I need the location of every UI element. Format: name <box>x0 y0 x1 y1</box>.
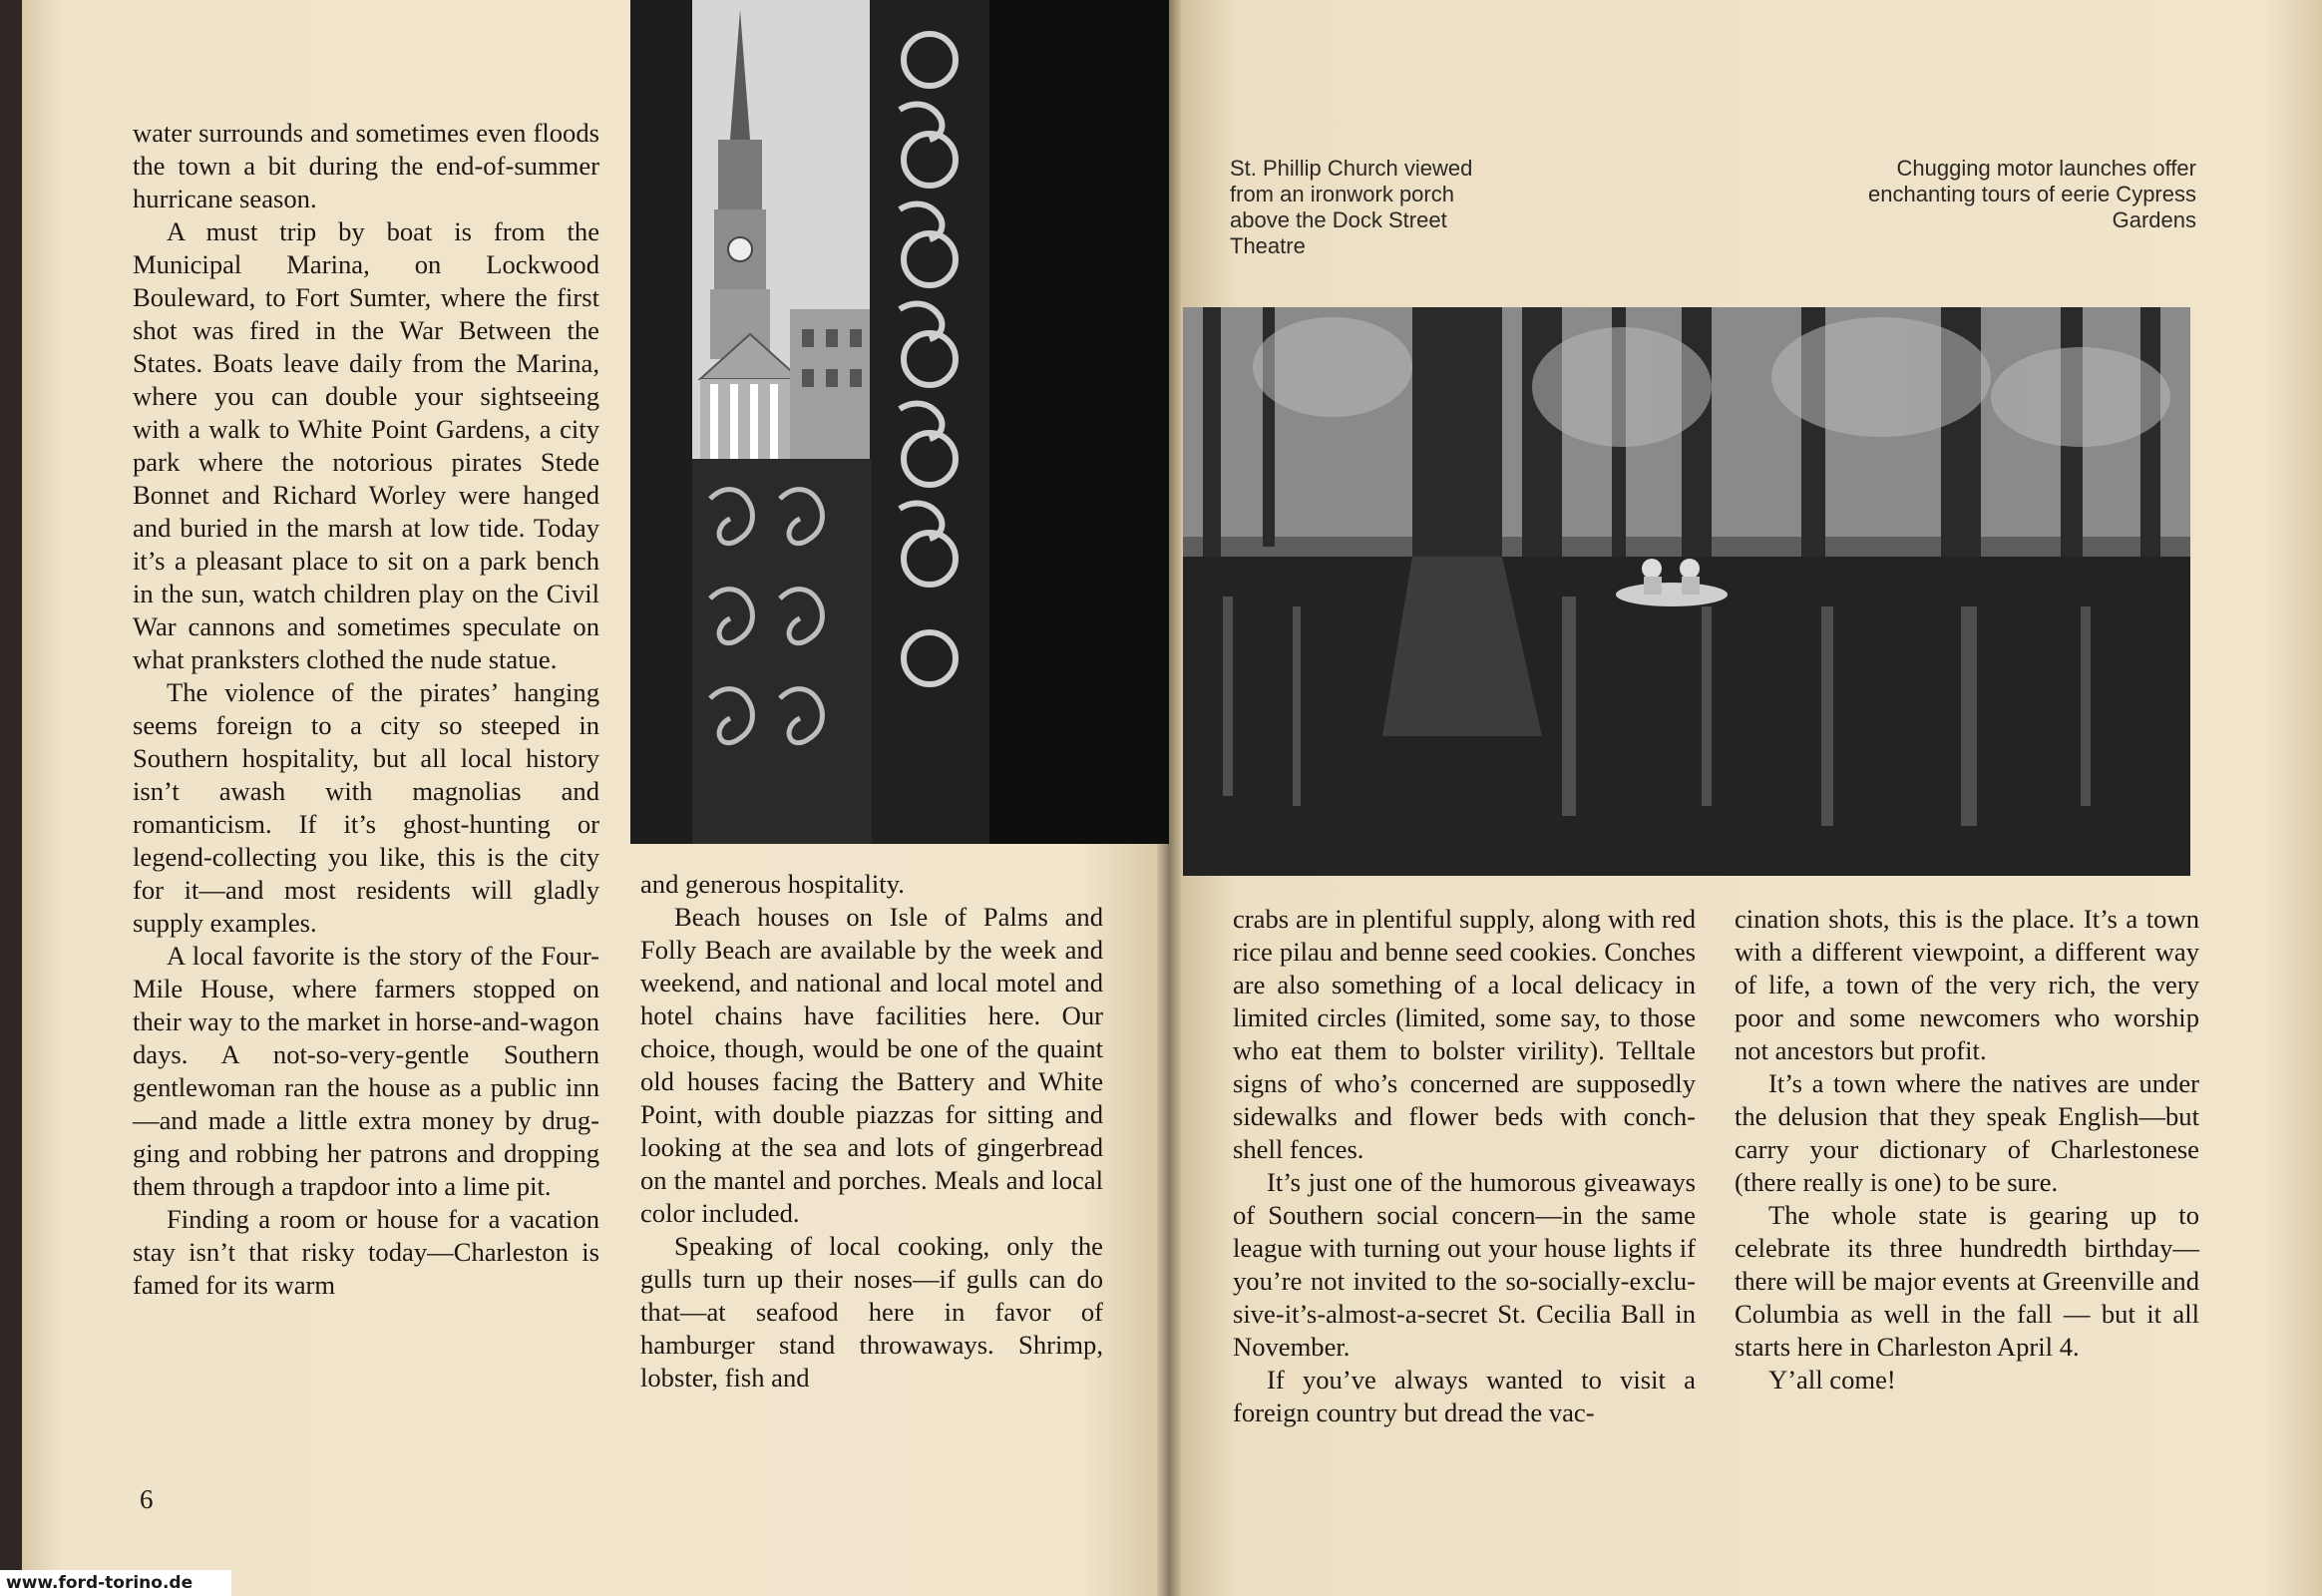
paragraph: If you’ve always wanted to visit a foreign country but dread the vac- <box>1233 1365 1696 1427</box>
paragraph: water surrounds and sometimes even floods the town a bit during the end-of-summer hurricane season. <box>133 118 599 213</box>
paragraph: and generous hospitality. <box>640 869 905 899</box>
cypress-swamp-illustration <box>1183 307 2190 876</box>
paragraph: crabs are in plentiful supply, along with red rice pilau and benne seed cookies. Conches are also something of a local delicacy in limited circles (limited, some say, to those who eat them to bolster virility). Telltale signs of who’s concerned are supposedly sidewalks and flower beds with conch-shell fences. <box>1233 904 1696 1164</box>
watermark-url: www.ford-torino.de <box>0 1570 231 1596</box>
church-photo-caption: St. Phillip Church viewed from an ironwork porch above the Dock Street Theatre <box>1230 156 1473 258</box>
paragraph: A must trip by boat is from the Municipal Marina, on Lockwood Bouleward, to Fort Sumter, where the first shot was fired in the War Between the States. Boats leave daily from the Marina, where you can double your sightseeing with a walk to White Point Gardens, a city park where the notorious pirates Stede Bonnet and Richard Worley were hanged and buried in the marsh at low tide. Today it’s a pleasant place to sit on a park bench in the sun, watch children play on the Civil War cannons and sometimes speculate on what pranksters clothed the nude statue. <box>133 216 599 674</box>
church-ironwork-illustration <box>630 0 1169 844</box>
book-edge <box>0 0 22 1596</box>
paragraph: Speaking of local cooking, only the gulls turn up their noses—if gulls can do that—at seafood here in favor of hamburger stand throwaways. Shrimp, lobster, fish and <box>640 1231 1103 1393</box>
paragraph: cination shots, this is the place. It’s a town with a different viewpoint, a different way of life, a town of the very rich, the very poor and some newcomers who worship not ancestors but profit. <box>1735 904 2199 1065</box>
cypress-photo-caption: Chugging motor launches offer enchanting tours of eerie Cypress Gardens <box>1868 156 2196 232</box>
paragraph: It’s just one of the humorous giveaways of Southern social concern—in the same league with turning out your house lights if you’re not invited to the so-socially-exclusive-it’s-almost-a-secret St. Cecilia Ball in November. <box>1233 1167 1696 1362</box>
cypress-gardens-photo <box>1183 307 2190 876</box>
paragraph: It’s a town where the natives are under the delusion that they speak English—but carry your dictionary of Charlestonese (there really is one) to be sure. <box>1735 1068 2199 1197</box>
church-ironwork-photo <box>630 0 1169 844</box>
text-column-1 <box>133 117 599 1302</box>
paragraph: Beach houses on Isle of Palms and Folly Beach are available by the week and weekend, and national and local motel and hotel chains have facilities here. Our choice, though, would be one of the quaint old houses facing the Battery and White Point, with double piazzas for sitting and looking at the sea and lots of gingerbread on the mantel and porches. Meals and local color included. <box>640 902 1103 1228</box>
text-column-2 <box>640 868 1103 1395</box>
paragraph: Finding a room or house for a vacation stay isn’t that risky today—Charleston is famed for its warm <box>133 1204 599 1300</box>
paragraph: The whole state is gearing up to celebrate its three hundredth birthday—there will be major events at Greenville and Columbia as well in the fall — but it all starts here in Charleston April 4. <box>1735 1200 2199 1362</box>
paragraph: The violence of the pirates’ hanging seems foreign to a city so steeped in Southern hospitality, but all local history isn’t awash with magnolias and romanticism. If it’s ghost-hunting or legend-collecting you like, this is the city for it—and most residents will gladly supply examples. <box>133 677 599 938</box>
text-column-3 <box>1233 903 1696 1429</box>
text-column-4 <box>1735 903 2199 1396</box>
paragraph: A local favorite is the story of the Four-Mile House, where farmers stopped on their way to the market in horse-and-wagon days. A not-so-very-gentle Southern gentlewoman ran the house as a public inn—and made a little extra money by drugging and robbing her patrons and dropping them through a trapdoor into a lime pit. <box>133 941 599 1201</box>
paragraph: Y’all come! <box>1768 1365 1896 1395</box>
page-number: 6 <box>140 1484 154 1514</box>
